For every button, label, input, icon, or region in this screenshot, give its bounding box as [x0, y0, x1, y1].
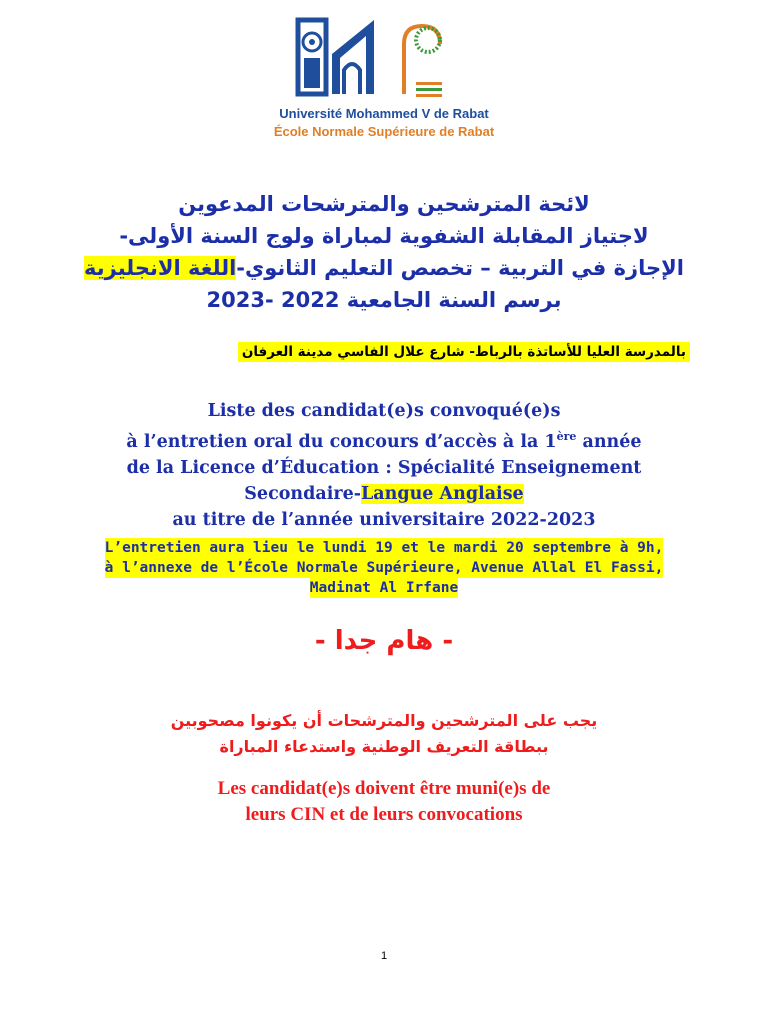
- arabic-title: [60, 188, 708, 316]
- french-specialty-highlight: Langue Anglaise: [360, 483, 524, 504]
- date-line-3: Madinat Al Irfane: [309, 580, 459, 596]
- arabic-note-line-2: ببطاقة التعريف الوطنية واستدعاء المباراة: [219, 737, 549, 756]
- arabic-title-line-1: لائحة المترشحين والمترشحات المدعوين: [178, 192, 590, 216]
- french-title-line-5: au titre de l’année universitaire 2022-2023: [172, 509, 596, 530]
- arabic-note-line-1: يجب على المترشحين والمترشحات أن يكونوا مصحوبين: [170, 711, 598, 730]
- arabic-venue-text: بالمدرسة العليا للأساتذة بالرباط- شارع علال الفاسي مدينة العرفان: [238, 342, 690, 362]
- french-title-line-1: Liste des candidat(e)s convoqué(e)s: [207, 401, 561, 421]
- date-line-2: à l’annexe de l’École Normale Supérieure, Avenue Allal El Fassi,: [104, 560, 664, 576]
- arabic-title-line-3-prefix: الإجازة في التربية – تخصص التعليم الثانوي-: [236, 256, 684, 280]
- arabic-title-line-3: [60, 252, 708, 284]
- french-title-line-2-prefix: à l’entretien oral du concours d’accès à la 1: [126, 431, 557, 452]
- arabic-note: [60, 708, 708, 760]
- date-line-1: L’entretien aura lieu le lundi 19 et le mardi 20 septembre à 9h,: [104, 540, 664, 556]
- university-name: Université Mohammed V de Rabat: [279, 106, 489, 121]
- french-title-line-4-prefix: Secondaire-: [244, 483, 361, 504]
- arabic-venue: [142, 344, 690, 360]
- important-heading: - هام جدا -: [314, 626, 454, 656]
- french-title-line-2-suffix: année: [576, 431, 642, 452]
- french-note-line-1: Les candidat(e)s doivent être muni(e)s de: [217, 778, 551, 799]
- arabic-specialty-highlight: اللغة الانجليزية: [84, 256, 237, 280]
- french-title-line-3: de la Licence d’Éducation : Spécialité Enseignement: [126, 457, 642, 478]
- page-number: 1: [380, 950, 388, 962]
- header-logos: [292, 14, 452, 102]
- university-logo-icon: [292, 14, 452, 102]
- school-name: École Normale Supérieure de Rabat: [273, 124, 495, 139]
- arabic-title-line-4: برسم السنة الجامعية 2022 -2023: [206, 288, 562, 312]
- arabic-title-line-2: لاجتياز المقابلة الشفوية لمباراة ولوج السنة الأولى-: [119, 224, 649, 248]
- french-title-line-4: [40, 481, 728, 507]
- french-title-line-2: [40, 424, 728, 455]
- interview-date-location: [40, 538, 728, 598]
- french-title-superscript: ère: [556, 430, 577, 443]
- french-note-line-2: leurs CIN et de leurs convocations: [245, 804, 523, 825]
- french-title: [40, 398, 728, 533]
- french-note: [0, 776, 768, 828]
